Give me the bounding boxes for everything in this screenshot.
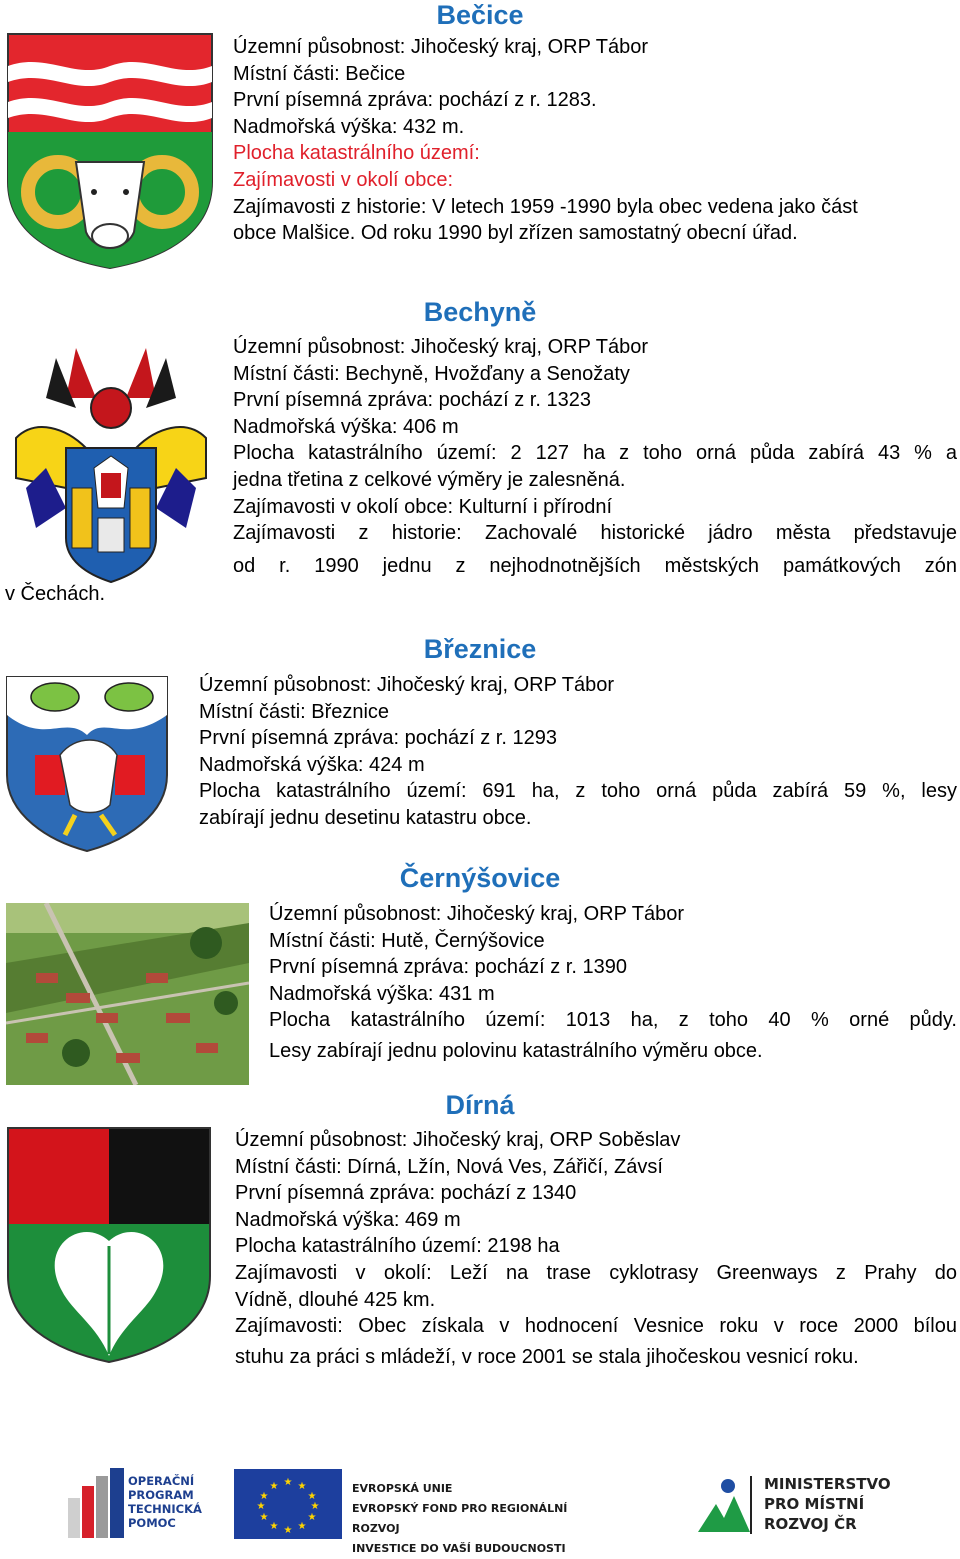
eu-line1: EVROPSKÁ UNIE	[352, 1482, 453, 1495]
dirna-parts: Místní části: Dírná, Lžín, Nová Ves, Zářičí, Závsí	[235, 1155, 663, 1178]
breznice-area-line2: zabírají jednu desetinu katastru obce.	[199, 806, 532, 829]
mmr-line2: PRO MÍSTNÍ	[764, 1495, 865, 1513]
bechyne-area-line2: jedna třetina z celkové výměry je zalesněná.	[233, 468, 626, 491]
becice-history-line2: obce Malšice. Od roku 1990 byl zřízen samostatný obecní úřad.	[233, 222, 798, 245]
svg-text:★: ★	[259, 1512, 269, 1523]
breznice-first-mention: První písemná zpráva: pochází z r. 1293	[199, 727, 557, 750]
becice-territory: Územní působnost: Jihočeský kraj, ORP Tábor	[233, 36, 648, 58]
dirna-awards-line1: Zajímavosti: Obec získala v hodnocení Vesnice roku v roce 2000 bílou	[235, 1315, 957, 1338]
bechyne-history-line1: Zajímavosti z historie: Zachovalé historické jádro města představuje	[233, 522, 957, 545]
mmr-line1: MINISTERSTVO	[764, 1475, 891, 1493]
mmr-logo	[694, 1474, 914, 1536]
bechyne-area-line1: Plocha katastrálního území: 2 127 ha z toho orná půda zabírá 43 % a	[233, 442, 957, 465]
optp-bars-icon	[66, 1468, 126, 1538]
dirna-awards-line2: stuhu za práci s mládeží, v roce 2001 se stala jihočeskou vesnicí roku.	[235, 1345, 859, 1368]
section-title-bechyne: Bechyně	[423, 297, 537, 327]
section-title-cernysovice: Černýšovice	[399, 863, 561, 893]
becice-altitude: Nadmořská výška: 432 m.	[233, 115, 465, 138]
svg-text:★: ★	[307, 1491, 317, 1502]
section-title-becice: Bečice	[436, 0, 524, 30]
dirna-territory: Územní působnost: Jihočeský kraj, ORP Soběslav	[235, 1129, 681, 1151]
cernysovice-parts: Místní části: Hutě, Černýšovice	[269, 929, 545, 952]
cernysovice-forests: Lesy zabírají jednu polovinu katastrálního výměru obce.	[269, 1039, 763, 1062]
bechyne-history-line2: od r. 1990 jednu z nejhodnotnějších městských památkových zón	[233, 554, 957, 577]
dirna-surroundings-line1: Zajímavosti v okolí: Leží na trase cyklotrasy Greenways z Prahy do	[235, 1261, 957, 1284]
bechyne-first-mention: První písemná zpráva: pochází z r. 1323	[233, 389, 591, 412]
svg-text:★: ★	[297, 1481, 307, 1492]
dirna-surroundings-line2: Vídně, dlouhé 425 km.	[235, 1288, 436, 1311]
eu-logo	[234, 1469, 614, 1555]
optp-line3: TECHNICKÁ	[128, 1502, 202, 1516]
becice-history-line1: Zajímavosti z historie: V letech 1959 -1990 byla obec vedena jako část	[233, 195, 858, 218]
bechyne-parts: Místní části: Bechyně, Hvožďany a Senožaty	[233, 362, 630, 385]
svg-text:★: ★	[297, 1521, 307, 1532]
bechyne-territory: Územní působnost: Jihočeský kraj, ORP Tábor	[233, 336, 648, 358]
dirna-area: Plocha katastrálního území: 2198 ha	[235, 1235, 560, 1258]
breznice-area-line1: Plocha katastrálního území: 691 ha, z toho orná půda zabírá 59 %, lesy	[199, 780, 957, 803]
cernysovice-area: Plocha katastrálního území: 1013 ha, z toho 40 % orné půdy.	[269, 1009, 957, 1032]
cernysovice-first-mention: První písemná zpráva: pochází z r. 1390	[269, 956, 627, 979]
becice-coat-of-arms	[6, 32, 214, 270]
bechyne-history-line3: v Čechách.	[5, 583, 106, 605]
breznice-parts: Místní části: Březnice	[199, 700, 390, 723]
cernysovice-territory: Územní působnost: Jihočeský kraj, ORP Tábor	[269, 903, 684, 925]
breznice-altitude: Nadmořská výška: 424 m	[199, 753, 425, 776]
optp-line1: OPERAČNÍ	[128, 1474, 195, 1488]
dirna-coat-of-arms	[6, 1126, 212, 1364]
bechyne-altitude: Nadmořská výška: 406 m	[233, 415, 459, 438]
svg-text:★: ★	[283, 1525, 293, 1536]
svg-text:★: ★	[310, 1501, 320, 1512]
mmr-line3: ROZVOJ ČR	[764, 1515, 857, 1533]
svg-text:★: ★	[283, 1477, 293, 1488]
optp-logo	[66, 1468, 206, 1538]
mmr-emblem-icon	[694, 1474, 752, 1536]
eu-flag-icon	[234, 1469, 342, 1539]
bechyne-coat-of-arms	[6, 338, 216, 586]
dirna-first-mention: První písemná zpráva: pochází z 1340	[235, 1182, 577, 1205]
bechyne-surroundings: Zajímavosti v okolí obce: Kulturní i přírodní	[233, 495, 613, 518]
section-title-dirna: Dírná	[445, 1090, 515, 1120]
breznice-coat-of-arms	[5, 675, 169, 853]
eu-line2: EVROPSKÝ FOND PRO REGIONÁLNÍ ROZVOJ	[352, 1502, 568, 1535]
optp-line4: POMOC	[128, 1516, 176, 1530]
cernysovice-altitude: Nadmořská výška: 431 m	[269, 982, 495, 1005]
becice-parts: Místní části: Bečice	[233, 62, 406, 85]
cernysovice-aerial-photo	[6, 903, 249, 1085]
becice-surroundings: Zajímavosti v okolí obce:	[233, 168, 454, 191]
svg-text:★: ★	[256, 1501, 266, 1512]
svg-text:★: ★	[259, 1491, 269, 1502]
breznice-territory: Územní působnost: Jihočeský kraj, ORP Tábor	[199, 674, 614, 696]
svg-text:★: ★	[269, 1521, 279, 1532]
eu-line3: INVESTICE DO VAŠÍ BUDOUCNOSTI	[352, 1542, 566, 1555]
dirna-altitude: Nadmořská výška: 469 m	[235, 1208, 461, 1231]
section-title-breznice: Březnice	[423, 634, 537, 664]
optp-line2: PROGRAM	[128, 1488, 194, 1502]
svg-text:★: ★	[307, 1512, 317, 1523]
becice-area: Plocha katastrálního území:	[233, 142, 480, 165]
svg-text:★: ★	[269, 1481, 279, 1492]
becice-first-mention: První písemná zpráva: pochází z r. 1283.	[233, 89, 597, 112]
